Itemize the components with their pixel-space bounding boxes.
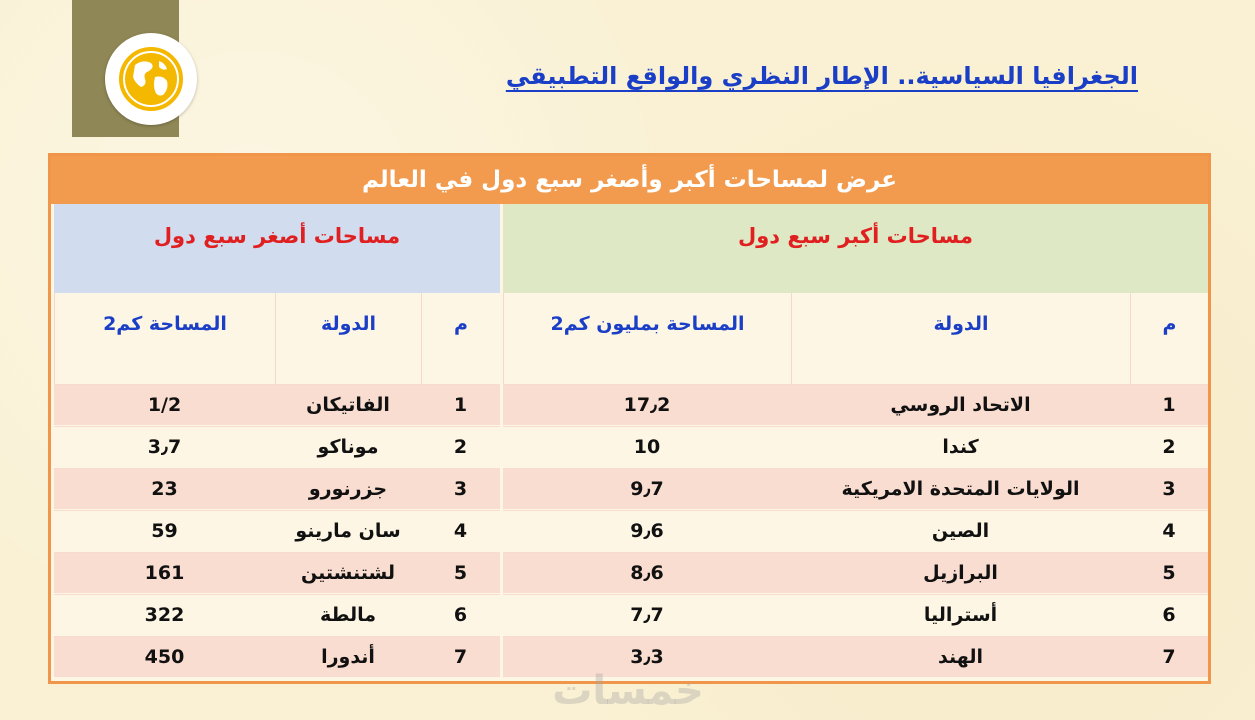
smallest-area-cell: 161 xyxy=(54,552,275,593)
largest-num-cell: 7 xyxy=(1130,636,1208,677)
logo xyxy=(105,33,197,125)
largest-area-cell: 9٫7 xyxy=(503,468,791,509)
smallest-country-header: الدولة xyxy=(275,293,421,384)
largest-country-cell: الولايات المتحدة الامريكية xyxy=(791,468,1130,509)
largest-country-cell: كندا xyxy=(791,426,1130,467)
smallest-country-cell: جزرنورو xyxy=(275,468,421,509)
largest-country-cell: الهند xyxy=(791,636,1130,677)
smallest-area-cell: 450 xyxy=(54,636,275,677)
smallest-country-cell: سان مارينو xyxy=(275,510,421,551)
largest-country-cell: البرازيل xyxy=(791,552,1130,593)
largest-num-header: م xyxy=(1130,293,1208,384)
smallest-num-cell: 5 xyxy=(421,552,500,593)
largest-area-cell: 17٫2 xyxy=(503,384,791,425)
largest-area-header: المساحة بمليون كم2 xyxy=(503,293,791,384)
page-title: الجغرافيا السياسية.. الإطار النظري والواقع التطبيقي xyxy=(505,62,1138,90)
smallest-area-cell: 59 xyxy=(54,510,275,551)
largest-num-cell: 4 xyxy=(1130,510,1208,551)
smallest-num-cell: 7 xyxy=(421,636,500,677)
globe-icon xyxy=(115,43,187,115)
smallest-area-cell: 23 xyxy=(54,468,275,509)
smallest-country-cell: لشتنشتين xyxy=(275,552,421,593)
largest-num-cell: 2 xyxy=(1130,426,1208,467)
smallest-num-header: م xyxy=(421,293,500,384)
smallest-num-cell: 1 xyxy=(421,384,500,425)
largest-country-header: الدولة xyxy=(791,293,1130,384)
largest-area-cell: 8٫6 xyxy=(503,552,791,593)
largest-area-cell: 9٫6 xyxy=(503,510,791,551)
largest-num-cell: 3 xyxy=(1130,468,1208,509)
largest-area-cell: 3٫3 xyxy=(503,636,791,677)
largest-num-cell: 6 xyxy=(1130,594,1208,635)
section-largest-title: مساحات أكبر سبع دول xyxy=(503,204,1208,293)
smallest-country-cell: الفاتيكان xyxy=(275,384,421,425)
smallest-area-header: المساحة كم2 xyxy=(54,293,275,384)
smallest-num-cell: 2 xyxy=(421,426,500,467)
smallest-area-cell: 3٫7 xyxy=(54,426,275,467)
watermark: خمسات xyxy=(552,668,704,714)
table-header: عرض لمساحات أكبر وأصغر سبع دول في العالم xyxy=(51,156,1208,204)
largest-country-cell: الصين xyxy=(791,510,1130,551)
largest-num-cell: 5 xyxy=(1130,552,1208,593)
smallest-country-cell: موناكو xyxy=(275,426,421,467)
largest-area-cell: 10 xyxy=(503,426,791,467)
largest-country-cell: الاتحاد الروسي xyxy=(791,384,1130,425)
largest-num-cell: 1 xyxy=(1130,384,1208,425)
smallest-num-cell: 6 xyxy=(421,594,500,635)
largest-area-cell: 7٫7 xyxy=(503,594,791,635)
smallest-country-cell: مالطة xyxy=(275,594,421,635)
largest-country-cell: أستراليا xyxy=(791,594,1130,635)
smallest-num-cell: 3 xyxy=(421,468,500,509)
smallest-num-cell: 4 xyxy=(421,510,500,551)
smallest-country-cell: أندورا xyxy=(275,636,421,677)
smallest-area-cell: 322 xyxy=(54,594,275,635)
section-smallest-title: مساحات أصغر سبع دول xyxy=(54,204,500,293)
areas-table xyxy=(48,153,1211,684)
smallest-area-cell: 1/2 xyxy=(54,384,275,425)
